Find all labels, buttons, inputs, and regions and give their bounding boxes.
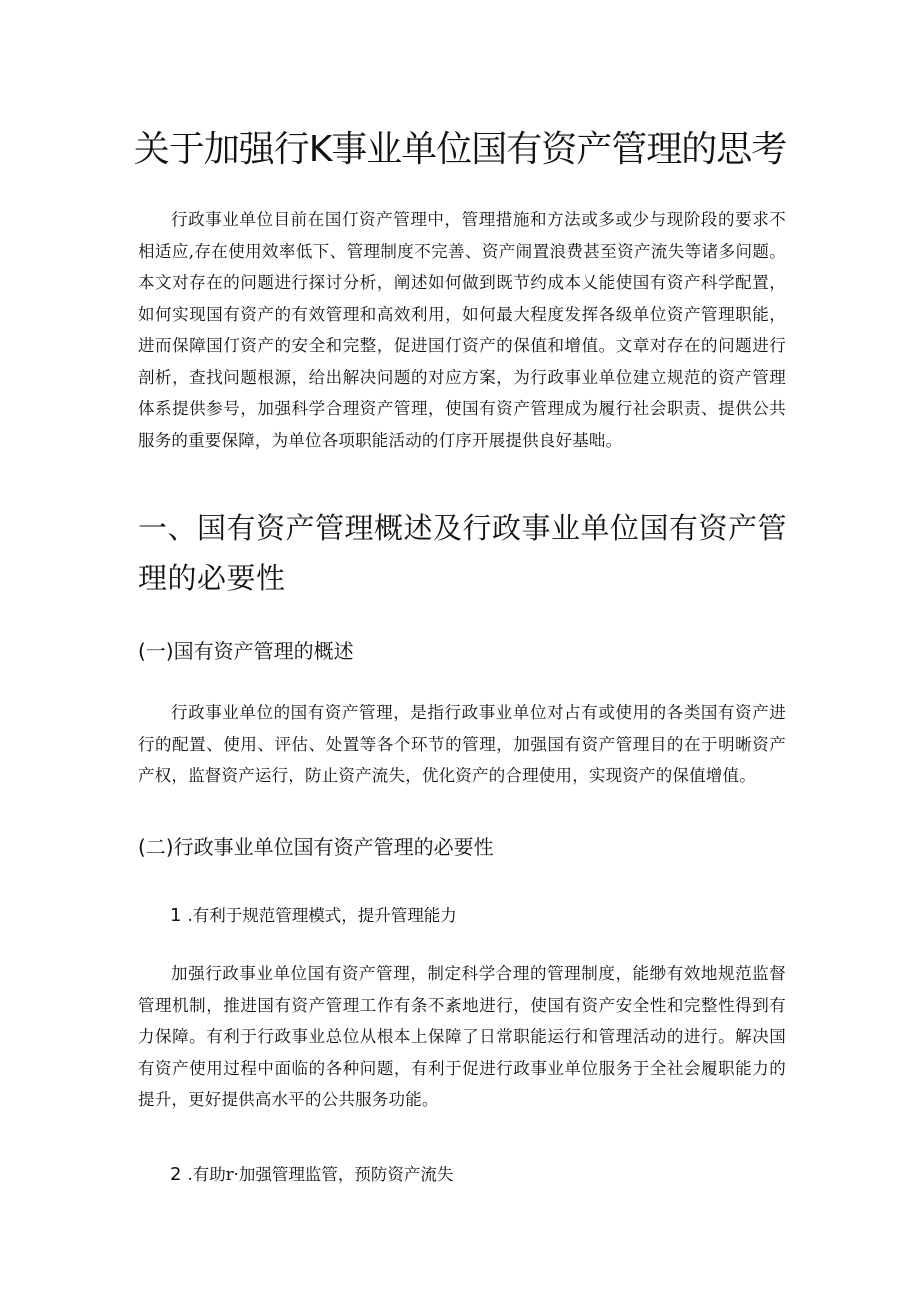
document-title: 关于加强行K事业单位国有资产管理的思考 <box>133 129 787 170</box>
abstract-paragraph: 行政事业单位目前在国仃资产管理中，管理措施和方法或多或少与现阶段的要求不相适应,存在使用效率低下、管理制度不完善、资产闹置浪费甚至资产流失等诸多问题。本文对存在的问题进行探讨分析，阐述如何做到既节约成本乂能使国有资产科学配置，如何实现国有资产的有效管理和高效利用，如何最大程度发挥各级单位资产管理职能，进而保障国仃资产的安全和完整，促进国仃资产的保值和增值。文章对存在的问题进行剖析，查找问题根源，给出解决问题的对应方案，为行政事业单位建立规范的资产管理体系提供参号，加强科学合理资产管理，使国有资产管理成为履行社会职责、提供公共服务的重要保障，为单位各项职能活动的仃序开展提供良好基咄。 <box>138 210 786 450</box>
subsection-2-heading: (二)行政事业单位国有资产管理的必要性 <box>138 835 494 859</box>
subsection-1-paragraph: 行政事业单位的国有资产管理，是指行政事业单位对占有或使用的各类国有资产进行的配置、使用、评估、处置等各个环节的管理，加强国有资产管理目的在于明晰资产产权，监督资产运行，防止资产流失，优化资产的合理使用，实现资产的保值增值。 <box>138 703 786 785</box>
item-1-number: 1 <box>170 905 182 926</box>
item-2-heading <box>170 1162 770 1188</box>
item-1-heading <box>170 903 770 929</box>
section-1-heading: 一、国有资产管理概述及行政事业单位国有资产管理的必要性 <box>138 511 788 595</box>
item-1-heading-text: .有利于规范管理模式，提升管理能力 <box>187 906 457 925</box>
item-2-number: 2 <box>170 1164 182 1185</box>
item-2-heading-text: .有助r·加强管理监管，预防资产流失 <box>187 1165 454 1184</box>
item-1-paragraph: 加强行政事业单位国有资产管理，制定科学合理的管理制度，能缈有效地规范监督管理机制，推进国有资产管理工作有条不紊地进行，使国有资产安全性和完整性得到有力保障。有利于行政事业总位从根本上保障了日常职能运行和管理活动的进行。解决国有资产使用过程中面临的各种问题，有利于促进行政事业单位服务于全社会履职能力的提升，更好提供高水平的公共服务功能。 <box>138 964 786 1109</box>
subsection-1-heading: (一)国有资产管理的概述 <box>138 639 354 663</box>
